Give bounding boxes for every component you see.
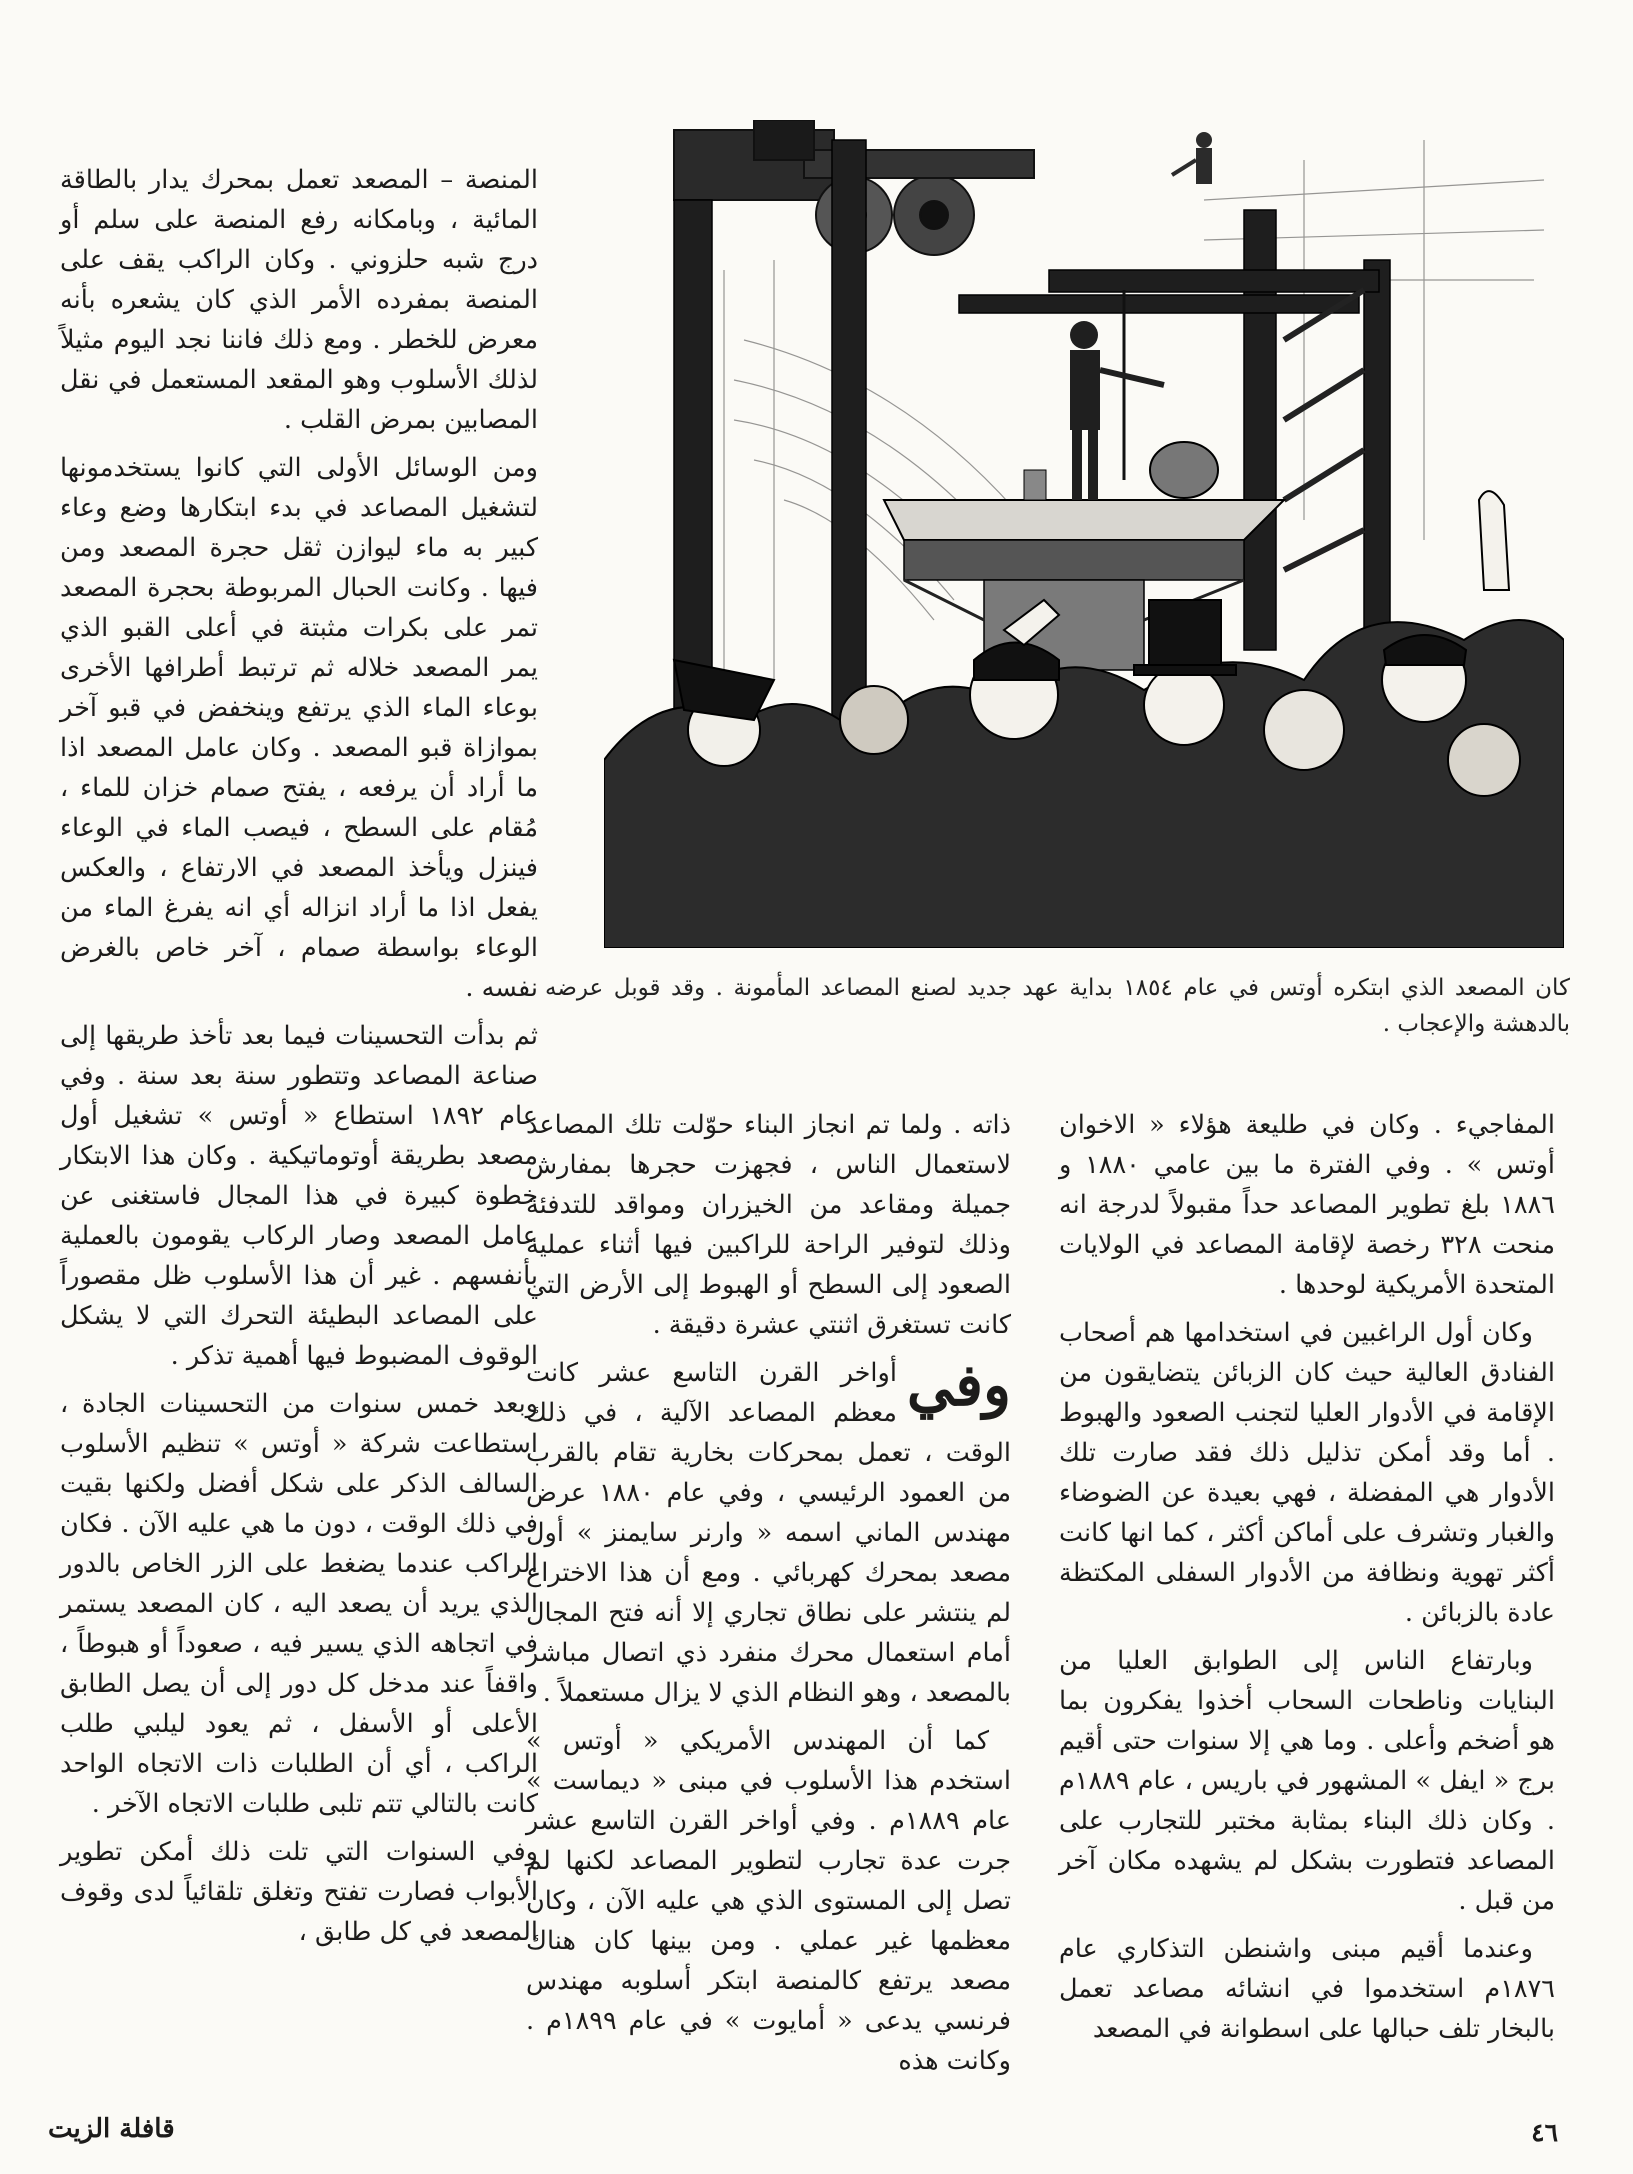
paragraph: المنصة – المصعد تعمل بمحرك يدار بالطاقة المائية ، وبامكانه رفع المنصة على سلم أو درج شبه حلزوني . وكان الراكب يقف على المنصة بمفرده الأمر الذي كان يشعره بأنه معرض للخطر . ومع ذلك فاننا نجد اليوم مثيلاً لذلك الأسلوب وهو المقعد المستعمل في نقل المصابين بمرض القلب . — [60, 165, 538, 435]
paragraph: المفاجيء . وكان في طليعة هؤلاء « الاخوان أوتس » . وفي الفترة ما بين عامي ١٨٨٠ و ١٨٨٦ بلغ تطوير المصاعد حداً مقبولاً لدرجة انه منحت ٣٢٨ رخصة لإقامة المصاعد في الولايات المتحدة الأمريكية لوحدها . — [1059, 1110, 1555, 1300]
text-column-middle — [526, 1105, 1011, 2089]
text-column-left — [60, 160, 538, 1960]
paragraph: وبارتفاع الناس إلى الطوابق العليا من البنايات وناطحات السحاب أخذوا يفكرون بما هو أضخم وأعلى . وما هي إلا سنوات حتى أقيم برج « ايفل » المشهور في باريس ، عام ١٨٨٩م . وكان ذلك البناء بمثابة مختبر للتجارب على المصاعد فتطورت بشكل لم يشهده مكان آخر من قبل . — [1059, 1646, 1555, 1916]
magazine-name: قافلة الزيت — [48, 2114, 175, 2144]
paragraph: ثم بدأت التحسينات فيما بعد تأخذ طريقها إلى صناعة المصاعد وتتطور سنة بعد سنة . وفي عام ١٨٩٢ استطاع « أوتس » تشغيل أول مصعد بطريقة أوتوماتيكية . وكان هذا الابتكار خطوة كبيرة في هذا المجال فاستغنى عن عامل المصعد وصار الركاب يقومون بالعملية بأنفسهم . غير أن هذا الأسلوب ظل مقصوراً على المصاعد البطيئة التحرك التي لا يشكل الوقوف المضبوط فيها أهمية تذكر . — [60, 1021, 538, 1371]
paragraph: ذاته . ولما تم انجاز البناء حوّلت تلك المصاعد لاستعمال الناس ، فجهزت حجرها بمفارش جميلة ومقاعد من الخيزران ومواقد للتدفئة وذلك لتوفير الراحة للراكبين فيها أثناء عملية الصعود إلى السطح أو الهبوط إلى الأرض التي كانت تستغرق اثنتي عشرة دقيقة . — [526, 1110, 1011, 1340]
text-column-right — [1059, 1105, 1555, 2057]
paragraph-text: أواخر القرن التاسع عشر كانت معظم المصاعد الآلية ، في ذلك الوقت ، تعمل بمحركات بخارية تقام بالقرب من العمود الرئيسي ، وفي عام ١٨٨٠ عرض مهندس الماني اسمه « وارنر سايمنز » أول مصعد بمحرك كهربائي . ومع أن هذا الاختراع لم ينتشر على نطاق تجاري إلا أنه فتح المجال أمام استعمال محرك منفرد ذي اتصال مباشر بالمصعد ، وهو النظام الذي لا يزال مستعملاً . — [526, 1358, 1011, 1708]
illustration-caption: كان المصعد الذي ابتكره أوتس في عام ١٨٥٤ بداية عهد جديد لصنع المصاعد المأمونة . وقد قوبل عرضه بالدهشة والإعجاب . — [545, 975, 1570, 1037]
paragraph: وبعد خمس سنوات من التحسينات الجادة ، استطاعت شركة « أوتس » تنظيم الأسلوب السالف الذكر على شكل أفضل ولكنها بقيت في ذلك الوقت ، دون ما هي عليه الآن . فكان الراكب عندما يضغط على الزر الخاص بالدور الذي يريد أن يصعد اليه ، كان المصعد يستمر في اتجاهه الذي يسير فيه ، صعوداً أو هبوطاً ، واقفاً عند مدخل كل دور إلى أن يصل الطابق الأعلى أو الأسفل ، ثم يعود ليلبي طلب الراكب ، أي أن الطلبات ذات الاتجاه الواحد كانت بالتالي تتم تلبى طلبات الاتجاه الآخر . — [60, 1389, 538, 1819]
paragraph-with-dropcap — [526, 1353, 1011, 1713]
paragraph: وكان أول الراغبين في استخدامها هم أصحاب الفنادق العالية حيث كان الزبائن يتضايقون من الإقامة في الأدوار العليا لتجنب الصعود والهبوط . أما وقد أمكن تذليل ذلك فقد صارت تلك الأدوار هي المفضلة ، فهي بعيدة عن الضوضاء والغبار وتشرف على أماكن أكثر ، كما انها كانت أكثر تهوية ونظافة من الأدوار السفلى المكتظة عادة بالزبائن . — [1059, 1318, 1555, 1628]
elevator-demonstration-illustration — [604, 120, 1564, 948]
dropcap: وفي — [906, 1351, 1011, 1419]
paragraph: ومن الوسائل الأولى التي كانوا يستخدمونها لتشغيل المصاعد في بدء ابتكارها وضع وعاء كبير به ماء ليوازن ثقل حجرة المصعد ومن فيها . وكانت الحبال المربوطة بحجرة المصعد تمر على بكرات مثبتة في أعلى القبو الذي يمر المصعد خلاله ثم ترتبط أطرافها الأخرى بوعاء الماء الذي يرتفع وينخفض في قبو آخر بموازاة قبو المصعد . وكان عامل المصعد اذا ما أراد أن يرفعه ، يفتح صمام خزان للماء ، مُقام على السطح ، فيصب الماء في الوعاء فينزل ويأخذ المصعد في الارتفاع ، والعكس يفعل اذا ما أراد انزاله أي انه يفرغ الماء من الوعاء بواسطة صمام ، آخر خاص بالغرض نفسه . — [60, 453, 538, 1003]
page-number: ٤٦ — [1531, 2118, 1558, 2147]
paragraph: وفي السنوات التي تلت ذلك أمكن تطوير الأبواب فصارت تفتح وتغلق تلقائياً لدى وقوف المصعد في كل طابق ، — [60, 1837, 538, 1947]
paragraph: كما أن المهندس الأمريكي « أوتس » استخدم هذا الأسلوب في مبنى « ديماست » عام ١٨٨٩م . وفي أواخر القرن التاسع عشر جرت عدة تجارب لتطوير المصاعد لكنها لم تصل إلى المستوى الذي هي عليه الآن ، وكان معظمها غير عملي . ومن بينها كان هناك مصعد يرتفع كالمنصة ابتكر أسلوبه مهندس فرنسي يدعى « أمايوت » في عام ١٨٩٩م . وكانت هذه — [526, 1726, 1012, 2076]
paragraph: وعندما أقيم مبنى واشنطن التذكاري عام ١٨٧٦م استخدموا في انشائه مصاعد تعمل بالبخار تلف حبالها على اسطوانة في المصعد — [1059, 1934, 1555, 2044]
